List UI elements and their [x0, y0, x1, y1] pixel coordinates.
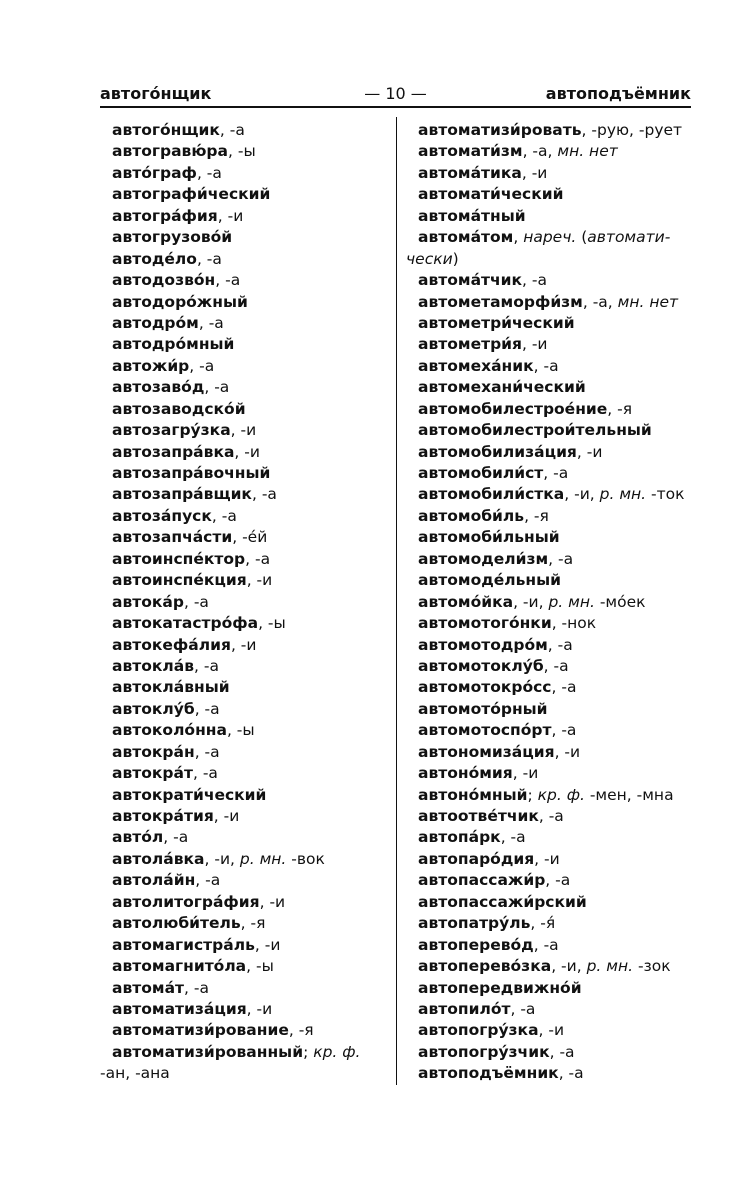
dictionary-entry	[100, 742, 384, 763]
entry-inflection: , -и	[254, 935, 281, 954]
headword: автома́тный	[418, 206, 526, 225]
dictionary-entry	[406, 785, 696, 806]
dictionary-entry	[406, 613, 696, 634]
entry-inflection: , -и,	[513, 592, 549, 611]
headword: автоно́мия	[418, 764, 513, 783]
headword: автопассажи́рский	[418, 892, 587, 911]
entry-inflection: , -и,	[551, 957, 587, 976]
dictionary-entry	[406, 913, 696, 934]
entry-inflection: , -а	[549, 1042, 575, 1061]
grammar-note: р. мн.	[548, 592, 595, 611]
headword: автозаво́д	[112, 378, 205, 397]
dictionary-entry	[406, 635, 696, 656]
dictionary-entry	[100, 313, 384, 334]
dictionary-entry	[100, 399, 384, 420]
entry-inflection: , -а	[194, 656, 219, 675]
headword: автогравю́ра	[112, 142, 228, 161]
page-number: — 10 —	[364, 84, 427, 103]
headword: автомотого́нки	[418, 614, 552, 633]
entry-inflection: -мен, -мна	[584, 785, 674, 804]
headword: авто́граф	[112, 163, 197, 182]
headword: автокатастро́фа	[112, 614, 259, 633]
headword: автопа́рк	[418, 828, 501, 847]
headword: автолюби́тель	[112, 914, 241, 933]
dictionary-entry	[100, 334, 384, 355]
dictionary-entry	[100, 892, 384, 913]
dictionary-entry	[100, 484, 384, 505]
dictionary-entry	[100, 677, 384, 698]
grammar-note: чески	[406, 249, 453, 268]
dictionary-entry	[406, 1063, 696, 1084]
headword: автола́йн	[112, 871, 196, 890]
headword: автомобили́стка	[418, 485, 565, 504]
entry-continuation	[406, 249, 696, 270]
dictionary-entry	[406, 420, 696, 441]
headword: автомехани́ческий	[418, 378, 586, 397]
headword: автокла́в	[112, 656, 195, 675]
dictionary-entry	[406, 892, 696, 913]
dictionary-entry	[100, 227, 384, 248]
entry-inflection: , -а	[189, 356, 215, 375]
dictionary-entry	[100, 120, 384, 141]
entry-inflection: , -и	[521, 163, 548, 182]
entry-inflection: , -а	[195, 871, 221, 890]
dictionary-entry	[406, 270, 696, 291]
headword: автозапра́вка	[112, 442, 235, 461]
headword: автомоде́льный	[418, 571, 561, 590]
dictionary-entry	[406, 227, 696, 248]
grammar-note: р. мн.	[599, 485, 647, 504]
headword: автодозво́н	[112, 271, 216, 290]
headword: автозагру́зка	[112, 421, 231, 440]
dictionary-entry	[406, 592, 696, 613]
headword: автомодели́зм	[418, 549, 549, 568]
headword: автодоро́жный	[112, 292, 248, 311]
headword: автомоби́льный	[418, 528, 560, 547]
headword: автома́т	[112, 978, 185, 997]
grammar-note: нареч.	[523, 228, 577, 247]
entry-inflection: (	[576, 228, 588, 247]
headword: автопило́т	[418, 999, 511, 1018]
headword: автозапра́вщик	[112, 485, 252, 504]
entry-inflection: , -и,	[204, 849, 240, 868]
headword: автома́тика	[418, 163, 522, 182]
dictionary-entry	[100, 699, 384, 720]
dictionary-entry	[406, 549, 696, 570]
dictionary-entry	[406, 742, 696, 763]
headword: автомеха́ник	[418, 356, 534, 375]
grammar-note: р. мн.	[586, 957, 634, 976]
entry-inflection: , -а	[194, 742, 220, 761]
entry-inflection: , -и	[512, 764, 539, 783]
dictionary-entry	[100, 292, 384, 313]
dictionary-entry	[406, 935, 696, 956]
headword: автомо́йка	[418, 592, 514, 611]
headword: автого́нщик	[112, 121, 220, 139]
headword: автома́тчик	[418, 271, 523, 290]
entry-inflection: ;	[527, 785, 538, 804]
header-first-word: автого́нщик	[100, 84, 212, 103]
entry-inflection: , -рую, -рует	[581, 121, 683, 139]
entry-inflection: , -и	[246, 571, 273, 590]
entry-inflection: , -а	[558, 1064, 584, 1083]
dictionary-entry	[406, 356, 696, 377]
entry-inflection: , -и	[259, 892, 286, 911]
entry-inflection: , -а	[547, 635, 573, 654]
entry-inflection: , -а	[192, 764, 218, 783]
entry-inflection: , -и	[576, 442, 603, 461]
headword: автока́р	[112, 592, 184, 611]
dictionary-entry	[100, 806, 384, 827]
entry-inflection: , -а	[184, 978, 209, 997]
grammar-note: кр. ф.	[313, 1042, 361, 1061]
dictionary-entry	[406, 956, 696, 977]
entry-inflection: -мо́ек	[594, 592, 646, 611]
headword: автоклу́б	[112, 699, 195, 718]
dictionary-entry	[100, 442, 384, 463]
entry-inflection: , -а	[245, 549, 271, 568]
dictionary-entry	[406, 570, 696, 591]
dictionary-entry	[100, 249, 384, 270]
dictionary-entry	[406, 163, 696, 184]
dictionary-entry	[406, 849, 696, 870]
running-header	[100, 84, 691, 106]
dictionary-entry	[406, 827, 696, 848]
dictionary-entry	[406, 334, 696, 355]
dictionary-entry	[406, 292, 696, 313]
headword: автомобилестрои́тельный	[418, 421, 652, 440]
entry-inflection: , -а,	[522, 142, 558, 161]
entry-inflection: , -и	[230, 635, 257, 654]
headword: автола́вка	[112, 849, 205, 868]
entry-inflection: , -а	[551, 721, 577, 740]
dictionary-entry	[100, 163, 384, 184]
entry-inflection: ;	[303, 1042, 314, 1061]
entry-inflection: , -ы	[258, 614, 286, 633]
entry-inflection: , -а	[548, 549, 574, 568]
dictionary-entry	[100, 184, 384, 205]
grammar-note: мн. нет	[557, 142, 618, 161]
headword: автоматизи́ровать	[418, 121, 582, 139]
dictionary-entry	[406, 377, 696, 398]
headword: автоподъёмник	[418, 1064, 559, 1083]
headword: автокра́н	[112, 742, 195, 761]
headword: автоперево́д	[418, 935, 534, 954]
dictionary-entry	[100, 141, 384, 162]
headword: автоматизи́рование	[112, 1021, 289, 1040]
entry-inflection: , -а	[251, 485, 277, 504]
entry-inflection: , -нок	[551, 614, 597, 633]
headword: автомотодро́м	[418, 635, 548, 654]
entry-inflection: , -а	[533, 356, 559, 375]
entry-inflection: , -а	[543, 656, 569, 675]
headword: автоперево́зка	[418, 957, 552, 976]
headword: автокла́вный	[112, 678, 230, 697]
entry-inflection: , -а	[204, 378, 230, 397]
dictionary-entry	[406, 206, 696, 227]
entry-inflection: , -а	[196, 163, 222, 182]
entry-inflection: , -а	[215, 271, 241, 290]
headword: автомагнито́ла	[112, 957, 247, 976]
headword: автомотокро́сс	[418, 678, 552, 697]
entry-inflection: , -а	[194, 699, 220, 718]
entry-inflection: , -а	[545, 871, 571, 890]
dictionary-entry	[406, 484, 696, 505]
headword: автографи́ческий	[112, 185, 271, 204]
dictionary-entry	[406, 184, 696, 205]
entry-inflection: , -а,	[582, 292, 618, 311]
entry-inflection: , -ы	[226, 721, 255, 740]
dictionary-entry	[406, 463, 696, 484]
dictionary-entry	[406, 870, 696, 891]
headword: автократи́ческий	[112, 785, 267, 804]
headword: автопатру́ль	[418, 914, 531, 933]
headword: автомати́ческий	[418, 185, 564, 204]
headword: автогрузово́й	[112, 228, 233, 247]
grammar-note: р. мн.	[239, 849, 287, 868]
right-column	[406, 120, 696, 1085]
entry-inflection: , -и	[521, 335, 548, 354]
entry-inflection: , -я	[288, 1021, 314, 1040]
headword: автома́том	[418, 228, 514, 247]
header-last-word: автоподъёмник	[545, 84, 691, 103]
headword: автопередвижно́й	[418, 978, 582, 997]
entry-inflection: , -а	[219, 121, 245, 139]
dictionary-entry	[406, 763, 696, 784]
headword: автокра́тия	[112, 807, 214, 825]
headword: автомати́зм	[418, 142, 523, 161]
headword: автомотоклу́б	[418, 656, 544, 675]
entry-continuation-text: -ан, -ана	[100, 1064, 170, 1083]
headword: автожи́р	[112, 356, 190, 375]
entry-inflection: , -а	[538, 807, 564, 825]
entry-inflection: , -а	[196, 249, 222, 268]
headword: автономиза́ция	[418, 742, 555, 761]
dictionary-entry	[100, 785, 384, 806]
headword: автомагистра́ль	[112, 935, 255, 954]
headword: автоколо́нна	[112, 721, 227, 740]
headword: автомобилиза́ция	[418, 442, 577, 461]
dictionary-entry	[100, 549, 384, 570]
dictionary-entry	[100, 935, 384, 956]
dictionary-entry	[100, 420, 384, 441]
dictionary-entry	[100, 956, 384, 977]
dictionary-entry	[100, 527, 384, 548]
headword: автоматиза́ция	[112, 999, 247, 1018]
entry-inflection: -зок	[633, 957, 671, 976]
entry-inflection: , -и	[534, 849, 560, 868]
headword: автомото́рный	[418, 699, 548, 718]
dictionary-entry	[100, 506, 384, 527]
headword: автоде́ло	[112, 249, 197, 268]
entry-inflection: , -а	[533, 935, 559, 954]
dictionary-entry	[406, 1020, 696, 1041]
dictionary-entry	[100, 356, 384, 377]
headword: автогра́фия	[112, 206, 218, 225]
dictionary-entry	[100, 656, 384, 677]
headword: автодро́м	[112, 313, 199, 332]
dictionary-entry	[100, 913, 384, 934]
entry-inflection: , -я	[607, 399, 633, 418]
headword: автозапча́сти	[112, 528, 233, 547]
dictionary-entry	[100, 999, 384, 1020]
entry-inflection: , -ы	[246, 957, 274, 976]
entry-inflection: , -е́й	[232, 528, 268, 547]
entry-inflection: , -а	[183, 592, 209, 611]
dictionary-entry	[100, 870, 384, 891]
entry-inflection: , -а	[522, 271, 547, 290]
headword: автокефа́лия	[112, 635, 231, 654]
dictionary-entry	[100, 720, 384, 741]
headword: автоинспе́кция	[112, 571, 247, 590]
dictionary-entry	[406, 978, 696, 999]
headword: автопассажи́р	[418, 871, 546, 890]
headword: автозапра́вочный	[112, 464, 271, 482]
dictionary-entry	[406, 141, 696, 162]
entry-inflection: , -я́	[530, 914, 556, 933]
dictionary-entry	[100, 763, 384, 784]
entry-inflection: , -а	[163, 828, 189, 847]
dictionary-entry	[406, 806, 696, 827]
entry-inflection: , -а	[211, 506, 237, 525]
dictionary-entry	[406, 699, 696, 720]
header-rule	[100, 106, 691, 108]
entry-inflection: , -и	[246, 999, 273, 1018]
entry-inflection: -ток	[646, 485, 685, 504]
dictionary-entry	[100, 849, 384, 870]
dictionary-entry	[100, 592, 384, 613]
entry-inflection: , -а	[551, 678, 577, 697]
headword: автозаводско́й	[112, 399, 246, 418]
dictionary-entry	[406, 720, 696, 741]
entry-inflection: )	[452, 249, 459, 268]
dictionary-entry	[406, 527, 696, 548]
dictionary-entry	[406, 506, 696, 527]
grammar-note: кр. ф.	[537, 785, 585, 804]
dictionary-entry	[100, 377, 384, 398]
dictionary-entry	[100, 463, 384, 484]
dictionary-entry	[406, 399, 696, 420]
entry-inflection: , -я	[240, 914, 266, 933]
dictionary-entry	[100, 1020, 384, 1041]
dictionary-entry	[100, 1042, 384, 1063]
grammar-note: автомати-	[587, 228, 671, 247]
headword: автометри́ческий	[418, 313, 575, 332]
entry-inflection: , -а	[198, 313, 224, 332]
headword: автопогру́зка	[418, 1021, 539, 1040]
headword: автомоби́ль	[418, 506, 525, 525]
headword: автокра́т	[112, 764, 193, 783]
entry-inflection: , -и	[230, 421, 257, 440]
headword: автодро́мный	[112, 335, 235, 354]
dictionary-entry	[100, 270, 384, 291]
entry-inflection: , -я	[524, 506, 549, 525]
headword: автоза́пуск	[112, 506, 212, 525]
headword: автометри́я	[418, 335, 522, 354]
headword: авто́л	[112, 828, 164, 847]
dictionary-entry	[100, 635, 384, 656]
entry-inflection: , -и,	[564, 485, 600, 504]
entry-inflection: , -а	[500, 828, 526, 847]
entry-inflection: , -ы	[228, 142, 256, 161]
dictionary-entry	[100, 613, 384, 634]
dictionary-entry	[406, 1042, 696, 1063]
grammar-note: мн. нет	[617, 292, 679, 311]
headword: автомобилестрое́ние	[418, 399, 608, 418]
headword: автометаморфи́зм	[418, 292, 583, 311]
dictionary-entry	[406, 120, 696, 141]
dictionary-entry	[406, 999, 696, 1020]
entry-inflection: , -и	[217, 206, 244, 225]
entry-inflection: , -и	[554, 742, 581, 761]
headword: автоинспе́ктор	[112, 549, 246, 568]
headword: автолитогра́фия	[112, 892, 260, 911]
left-column	[100, 120, 384, 1085]
headword: автоматизи́рованный	[112, 1042, 304, 1061]
entry-inflection: , -и	[538, 1021, 565, 1040]
column-divider	[396, 117, 397, 1085]
entry-inflection: -вок	[286, 849, 325, 868]
entry-inflection: , -и	[234, 442, 260, 461]
dictionary-entry	[100, 570, 384, 591]
entry-inflection: ,	[513, 228, 524, 247]
dictionary-entry	[100, 978, 384, 999]
dictionary-entry	[100, 206, 384, 227]
entry-continuation	[100, 1063, 384, 1084]
headword: автомотоспо́рт	[418, 721, 552, 740]
dictionary-entry	[406, 656, 696, 677]
entry-inflection: , -и	[213, 807, 240, 825]
headword: автопогру́зчик	[418, 1042, 550, 1061]
dictionary-entry	[406, 442, 696, 463]
headword: автопаро́дия	[418, 849, 535, 868]
dictionary-entry	[100, 827, 384, 848]
headword: автоотве́тчик	[418, 807, 539, 825]
dictionary-entry	[406, 677, 696, 698]
headword: автомобили́ст	[418, 464, 544, 482]
headword: автоно́мный	[418, 785, 528, 804]
entry-inflection: , -а	[510, 999, 536, 1018]
entry-inflection: , -а	[543, 464, 569, 482]
dictionary-entry	[406, 313, 696, 334]
